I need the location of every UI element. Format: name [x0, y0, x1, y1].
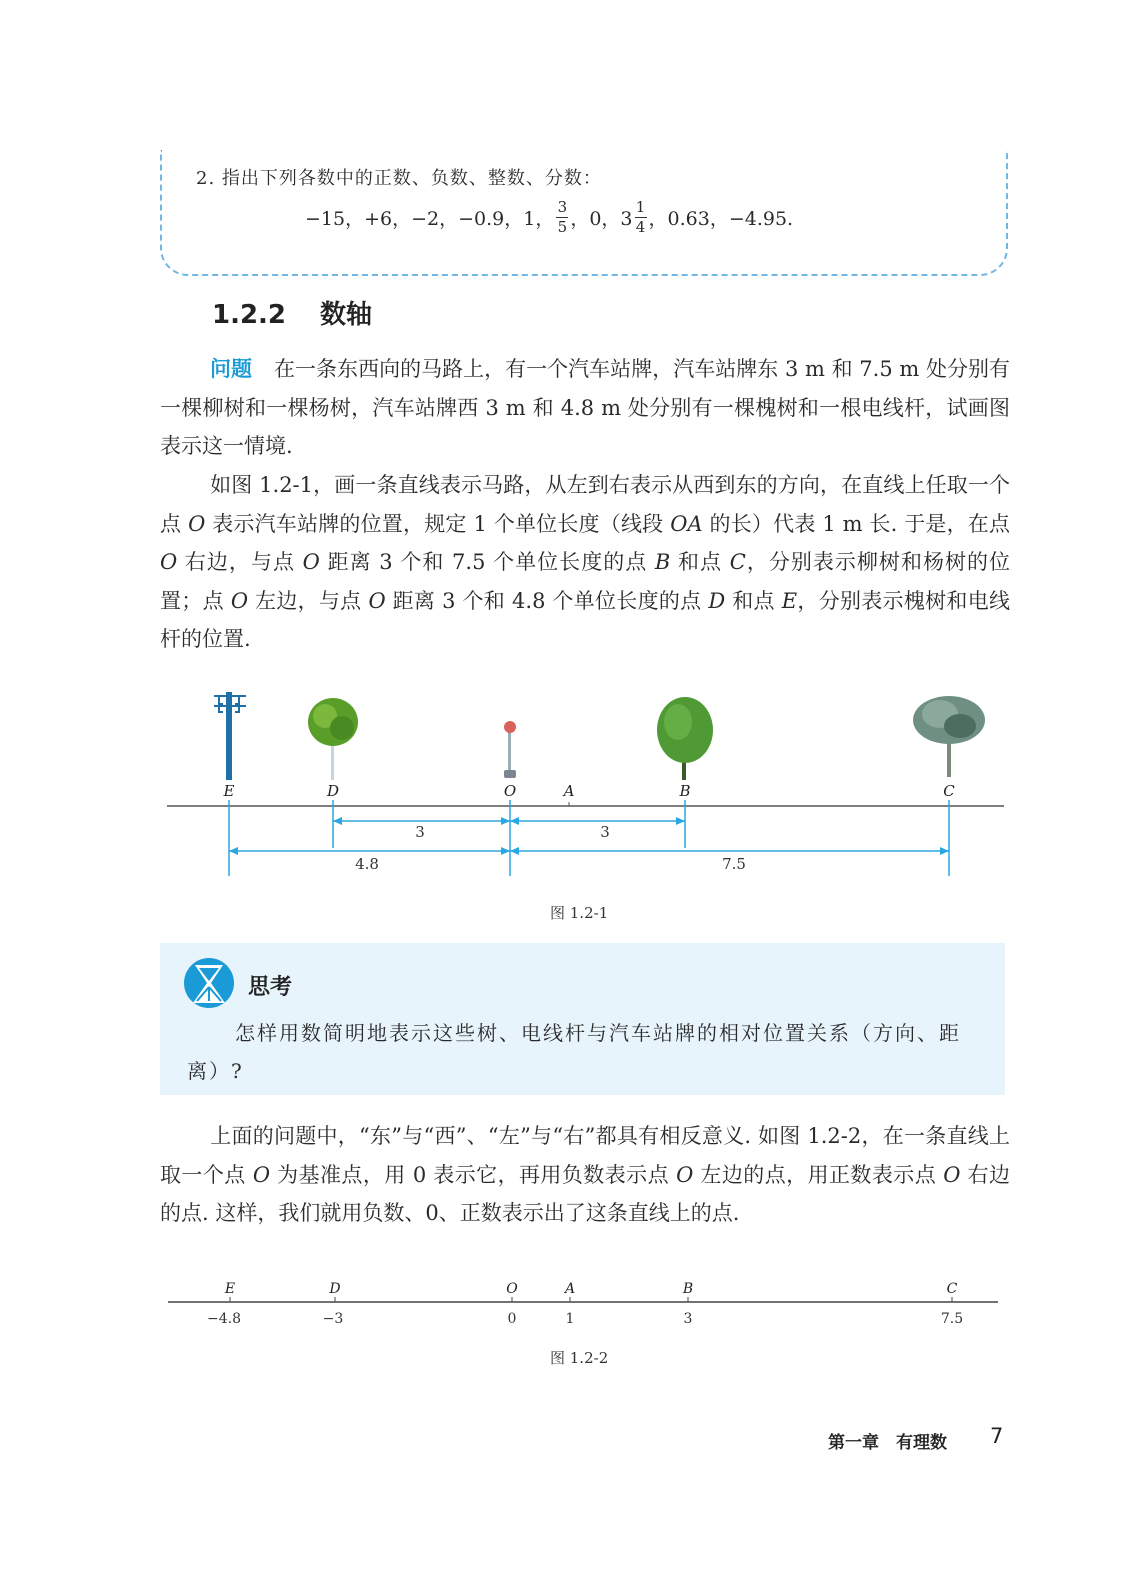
- label-A: A: [563, 782, 575, 800]
- label-B: B: [679, 782, 691, 800]
- section-title: [212, 294, 372, 331]
- locust-tree-icon: [308, 698, 358, 780]
- explanation-paragraph: 如图 1.2-1，画一条直线表示马路，从左到右表示从西到东的方向，在直线上任取一个点 O 表示汽车站牌的位置，规定 1 个单位长度（线段 OA 的长）代表 1 m 长. 于是，在点 O 右边，与点 O 距离 3 个和 7.5 个单位长度的点 B 和点 C，分别表示柳树和杨树的位置；点 O 左边，与点 O 距离 3 个和 4.8 个单位长度的点 D 和点 E，分别表示槐树和电线杆的位置.: [160, 473, 1011, 651]
- chapter-footer: 第一章 有理数: [828, 1433, 947, 1453]
- figure-number-line: [0, 1275, 1125, 1335]
- bus-stop-sign-icon: [504, 721, 516, 778]
- svg-text:E: E: [224, 1281, 236, 1297]
- page-number: 7: [990, 1424, 1004, 1448]
- dim-DO: 3: [415, 823, 425, 841]
- svg-text:0: 0: [507, 1311, 517, 1327]
- section-name: 数轴: [320, 300, 373, 330]
- figure-road-diagram: [0, 680, 1125, 890]
- svg-text:3: 3: [683, 1311, 693, 1327]
- svg-text:B: B: [682, 1281, 694, 1297]
- think-title: 思考: [248, 975, 293, 1000]
- svg-text:A: A: [564, 1281, 576, 1297]
- svg-text:7.5: 7.5: [940, 1311, 964, 1327]
- think-text: 怎样用数简明地表示这些树、电线杆与汽车站牌的相对位置关系（方向、距离）?: [187, 1021, 961, 1083]
- exercise-numbers: [305, 200, 793, 235]
- dim-EO: 4.8: [355, 855, 379, 873]
- label-E: E: [223, 782, 235, 800]
- hourglass-think-icon: [183, 957, 235, 1009]
- figure1-caption: 图 1.2-1: [550, 904, 609, 922]
- poplar-tree-icon: [913, 696, 985, 777]
- willow-tree-icon: [657, 697, 713, 780]
- label-D: D: [326, 782, 340, 800]
- svg-text:−3: −3: [322, 1311, 344, 1327]
- numbers-after: ，0.63，−4.95.: [648, 208, 794, 230]
- fraction-3-5: $\frac{3}{5}$: [557, 198, 568, 236]
- figure2-caption: 图 1.2-2: [550, 1349, 609, 1367]
- dim-OB: 3: [600, 823, 610, 841]
- number-line-paragraph: 上面的问题中，“东”与“西”、“左”与“右”都具有相反意义. 如图 1.2-2，在一条直线上取一个点 O 为基准点，用 0 表示它，再用负数表示点 O 左边的点，用正数表示点 O 右边的点. 这样，我们就用负数、0、正数表示出了这条直线上的点.: [160, 1124, 1011, 1225]
- problem-label: 问题: [210, 357, 253, 381]
- problem-paragraph: [160, 350, 1010, 466]
- fraction-1-4: $\frac{1}{4}$: [635, 198, 646, 236]
- svg-text:1: 1: [565, 1311, 575, 1327]
- svg-text:C: C: [946, 1281, 958, 1297]
- exercise-prompt: 2. 指出下列各数中的正数、负数、整数、分数：: [196, 168, 602, 189]
- svg-text:D: D: [329, 1281, 341, 1297]
- problem-text: 在一条东西向的马路上，有一个汽车站牌，汽车站牌东 3 m 和 7.5 m 处分别有一棵柳树和一棵杨树，汽车站牌西 3 m 和 4.8 m 处分别有一棵槐树和一根电线杆，试画图表示这一情境.: [160, 357, 1010, 458]
- dim-OC: 7.5: [722, 855, 746, 873]
- numbers-before: −15，+6，−2，−0.9，1，: [305, 208, 555, 230]
- section-number: 1.2.2: [212, 300, 287, 330]
- label-C: C: [943, 782, 955, 800]
- utility-pole-icon: [214, 692, 246, 780]
- svg-text:O: O: [506, 1281, 518, 1297]
- svg-text:−4.8: −4.8: [207, 1311, 241, 1327]
- numbers-mid: ，0，3: [570, 208, 633, 230]
- label-O: O: [503, 782, 517, 800]
